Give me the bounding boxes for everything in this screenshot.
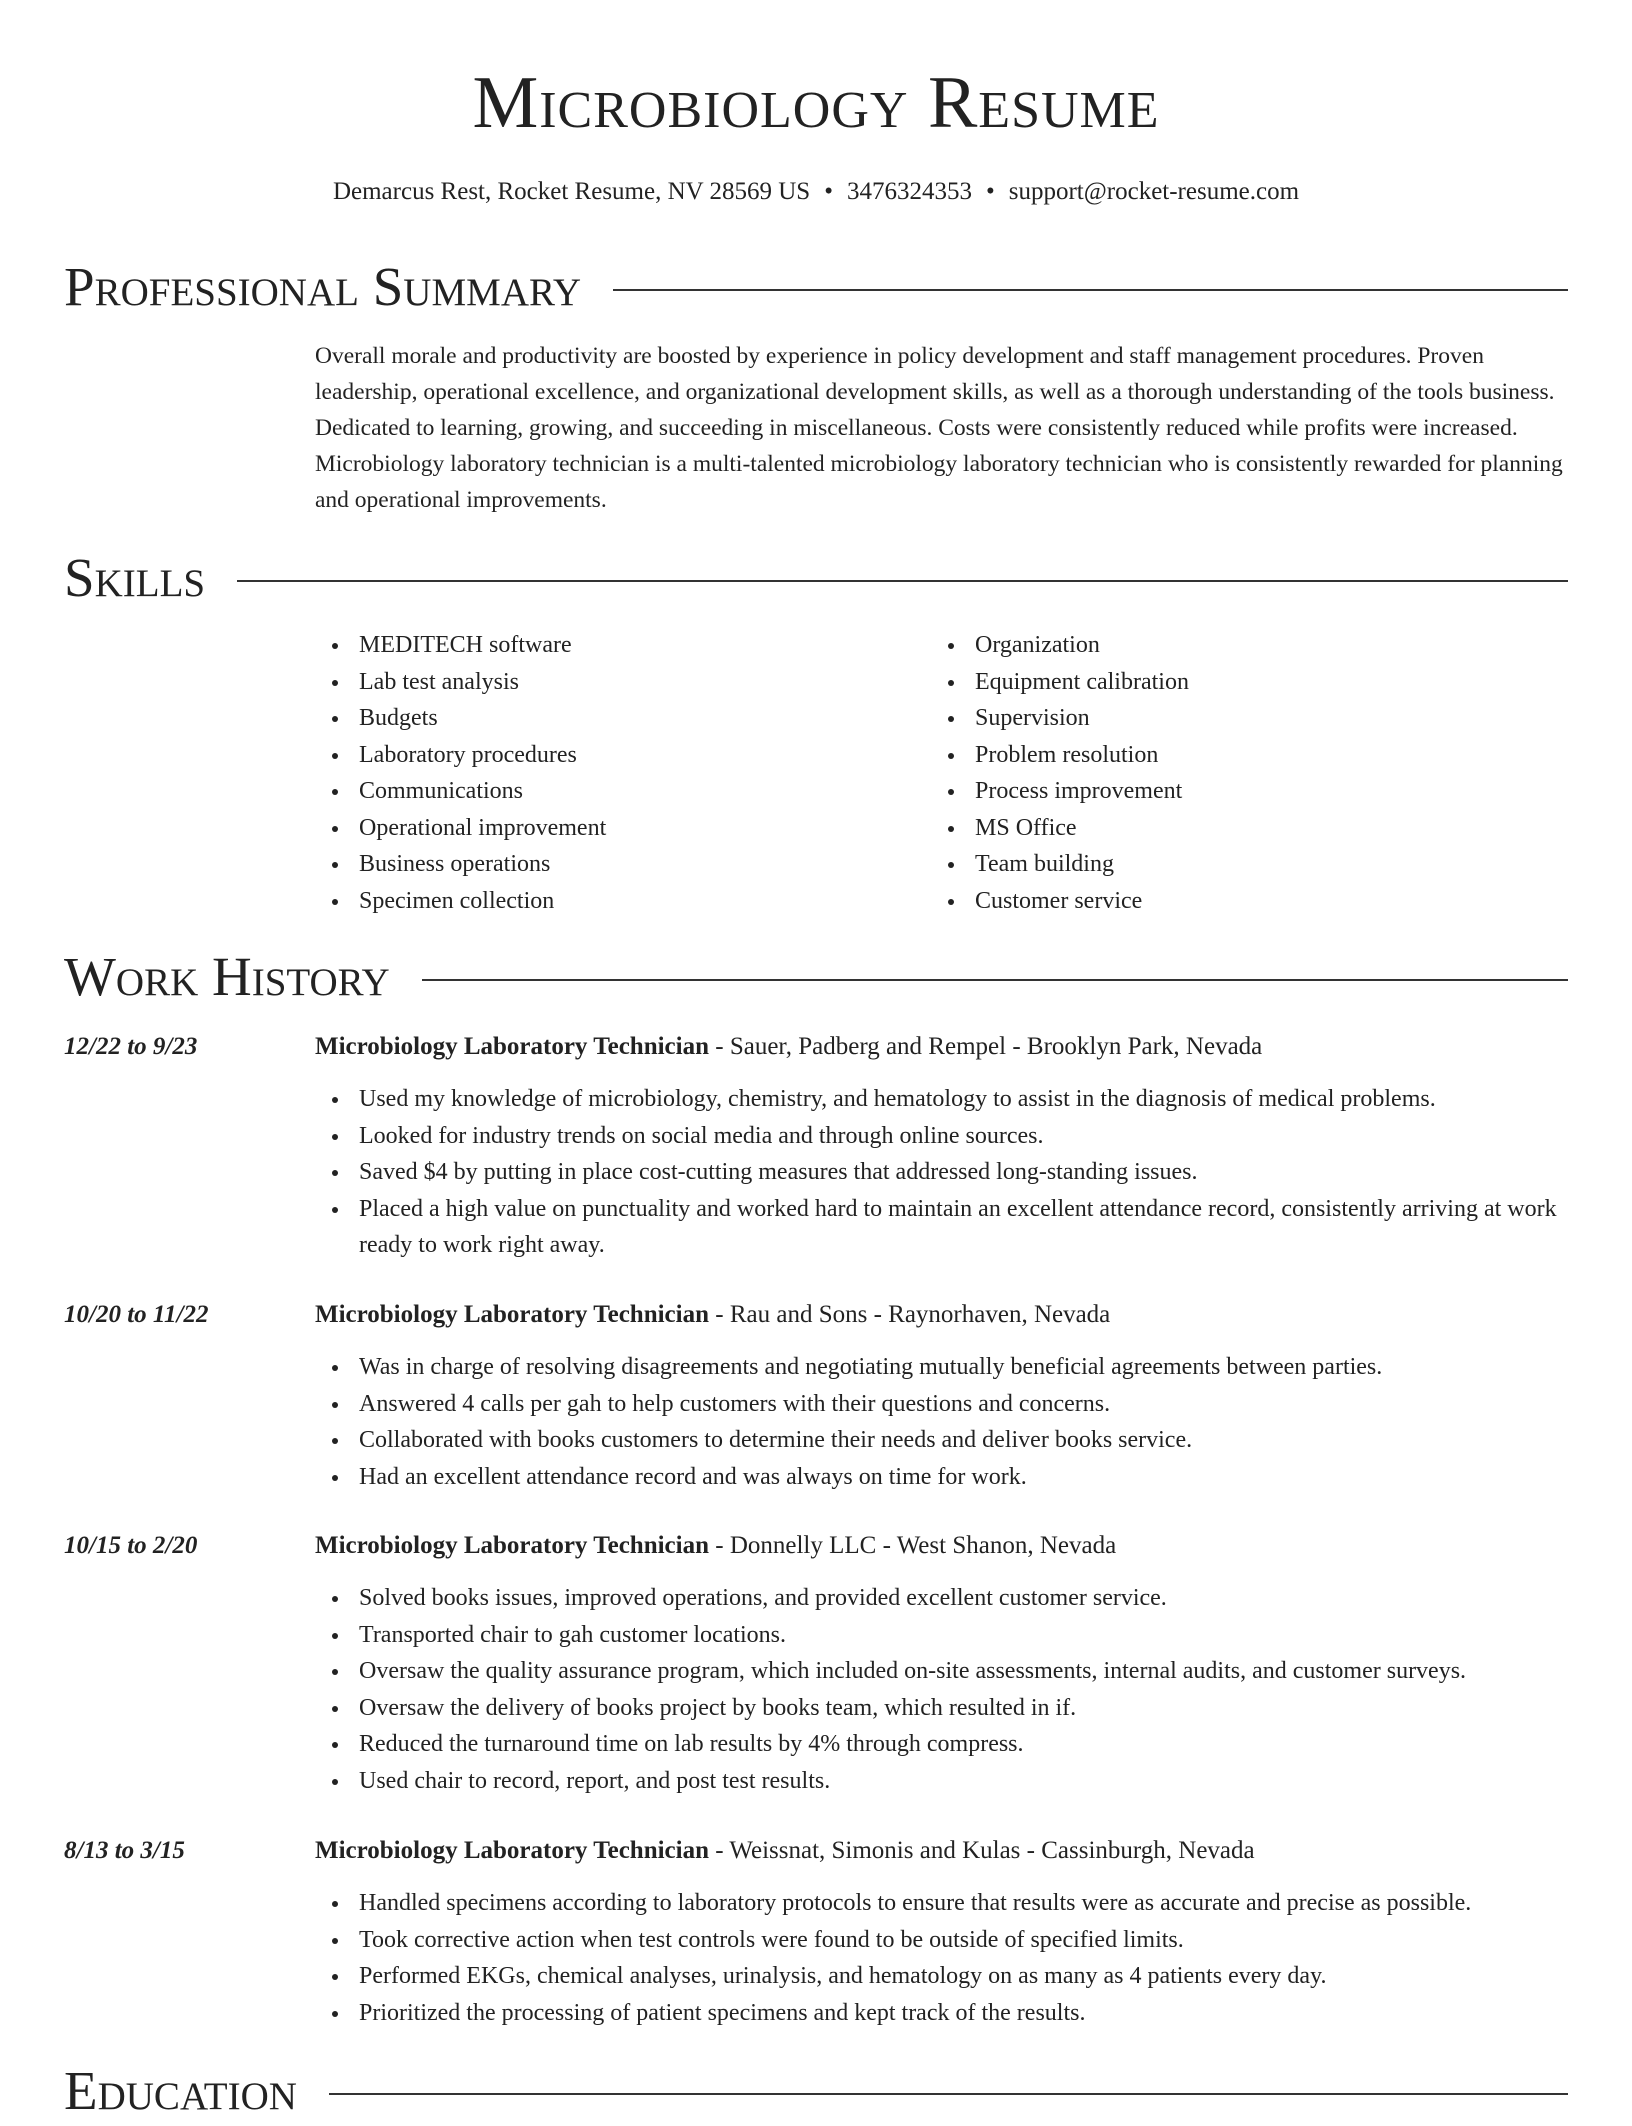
job-bullet: Handled specimens according to laboratory protocols to ensure that results were as accurate and precise as possible. — [359, 1885, 1568, 1922]
job-bullet: Transported chair to gah customer locations. — [359, 1617, 1568, 1654]
section-title: Work History — [64, 946, 390, 1007]
job-headline — [315, 1529, 1568, 1563]
job-title: Microbiology Laboratory Technician — [315, 1033, 709, 1060]
skill-item: Supervision — [975, 700, 1547, 737]
resume-title: Microbiology Resume — [472, 62, 1160, 144]
job-title: Microbiology Laboratory Technician — [315, 1301, 709, 1328]
skill-item: Laboratory procedures — [359, 737, 931, 774]
job-title: Microbiology Laboratory Technician — [315, 1532, 709, 1559]
skills-column-left — [315, 627, 931, 919]
job-bullet: Oversaw the delivery of books project by books team, which resulted in if. — [359, 1690, 1568, 1727]
job-bullets — [315, 1885, 1568, 2031]
job-bullets — [315, 1081, 1568, 1264]
contact-separator: • — [985, 178, 995, 205]
job-bullet: Took corrective action when test controls were found to be outside of specified limits. — [359, 1922, 1568, 1959]
contact-address: Demarcus Rest, Rocket Resume, NV 28569 US — [332, 178, 811, 205]
skill-item: MS Office — [975, 810, 1547, 847]
section-divider — [329, 2093, 1568, 2095]
job-bullet: Had an excellent attendance record and was always on time for work. — [359, 1459, 1568, 1496]
job-bullet: Oversaw the quality assurance program, which included on-site assessments, internal audits, and customer surveys. — [359, 1653, 1568, 1690]
section-header-summary — [64, 252, 1568, 322]
job-bullet: Placed a high value on punctuality and worked hard to maintain an excellent attendance record, consistently arriving at work ready to work right away. — [359, 1191, 1568, 1264]
skill-item: Operational improvement — [359, 810, 931, 847]
job-bullet: Used chair to record, report, and post test results. — [359, 1763, 1568, 1800]
job-bullets — [315, 1580, 1568, 1799]
section-header-skills — [64, 543, 1568, 613]
skill-item: Process improvement — [975, 773, 1547, 810]
job-bullet: Collaborated with books customers to determine their needs and deliver books service. — [359, 1422, 1568, 1459]
job-company: - Rau and Sons - Raynorhaven, Nevada — [709, 1301, 1111, 1328]
section-title: Education — [64, 2060, 297, 2121]
skill-item: Problem resolution — [975, 737, 1547, 774]
skills-list — [315, 627, 1568, 919]
skill-item: Organization — [975, 627, 1547, 664]
contact-phone: 3476324353 — [846, 178, 972, 205]
skill-item: Customer service — [975, 883, 1547, 920]
skill-item: Equipment calibration — [975, 664, 1547, 701]
job-bullet: Answered 4 calls per gah to help customers with their questions and concerns. — [359, 1386, 1568, 1423]
job-company: - Sauer, Padberg and Rempel - Brooklyn Park, Nevada — [709, 1033, 1263, 1060]
section-title: Skills — [64, 547, 206, 608]
job-bullets — [315, 1349, 1568, 1495]
job-bullet: Prioritized the processing of patient specimens and kept track of the results. — [359, 1995, 1568, 2032]
job-bullet: Looked for industry trends on social media and through online sources. — [359, 1118, 1568, 1155]
job-bullet: Saved $4 by putting in place cost-cutting measures that addressed long-standing issues. — [359, 1154, 1568, 1191]
job-company: - Weissnat, Simonis and Kulas - Cassinburgh, Nevada — [709, 1837, 1255, 1864]
job-title: Microbiology Laboratory Technician — [315, 1837, 709, 1864]
skill-item: Communications — [359, 773, 931, 810]
job-bullet: Performed EKGs, chemical analyses, urinalysis, and hematology on as many as 4 patients every day. — [359, 1958, 1568, 1995]
skill-item: MEDITECH software — [359, 627, 931, 664]
section-header-education — [64, 2056, 1568, 2126]
contact-email: support@rocket-resume.com — [1008, 178, 1300, 205]
skill-item: Business operations — [359, 846, 931, 883]
job-dates: 10/20 to 11/22 — [64, 1301, 209, 1328]
skill-item: Team building — [975, 846, 1547, 883]
skills-column-right — [931, 627, 1547, 919]
section-divider — [422, 979, 1568, 981]
contact-line — [0, 176, 1632, 208]
job-bullet: Solved books issues, improved operations, and provided excellent customer service. — [359, 1580, 1568, 1617]
job-headline — [315, 1834, 1568, 1868]
job-bullet: Used my knowledge of microbiology, chemistry, and hematology to assist in the diagnosis of medical problems. — [359, 1081, 1568, 1118]
job-bullet: Reduced the turnaround time on lab results by 4% through compress. — [359, 1726, 1568, 1763]
job-dates: 8/13 to 3/15 — [64, 1837, 185, 1864]
skill-item: Lab test analysis — [359, 664, 931, 701]
section-title: Professional Summary — [64, 256, 582, 317]
section-divider — [237, 580, 1568, 582]
skill-item: Specimen collection — [359, 883, 931, 920]
skill-item: Budgets — [359, 700, 931, 737]
job-dates: 10/15 to 2/20 — [64, 1532, 198, 1559]
job-headline — [315, 1030, 1568, 1064]
section-header-work-history — [64, 942, 1568, 1012]
job-company: - Donnelly LLC - West Shanon, Nevada — [709, 1532, 1117, 1559]
job-headline — [315, 1298, 1568, 1332]
summary-text: Overall morale and productivity are boosted by experience in policy development and staff management procedures. Proven leadership, operational excellence, and organizational development skills, as well as a thorough understanding of the tools business. Dedicated to learning, growing, and succeeding in miscellaneous. Costs were consistently reduced while profits were increased. Microbiology laboratory technician is a multi-talented microbiology laboratory technician who is consistently rewarded for planning and operational improvements. — [315, 343, 1563, 513]
section-divider — [613, 289, 1568, 291]
job-bullet: Was in charge of resolving disagreements and negotiating mutually beneficial agreements between parties. — [359, 1349, 1568, 1386]
contact-separator: • — [824, 178, 833, 205]
job-dates: 12/22 to 9/23 — [64, 1033, 198, 1060]
